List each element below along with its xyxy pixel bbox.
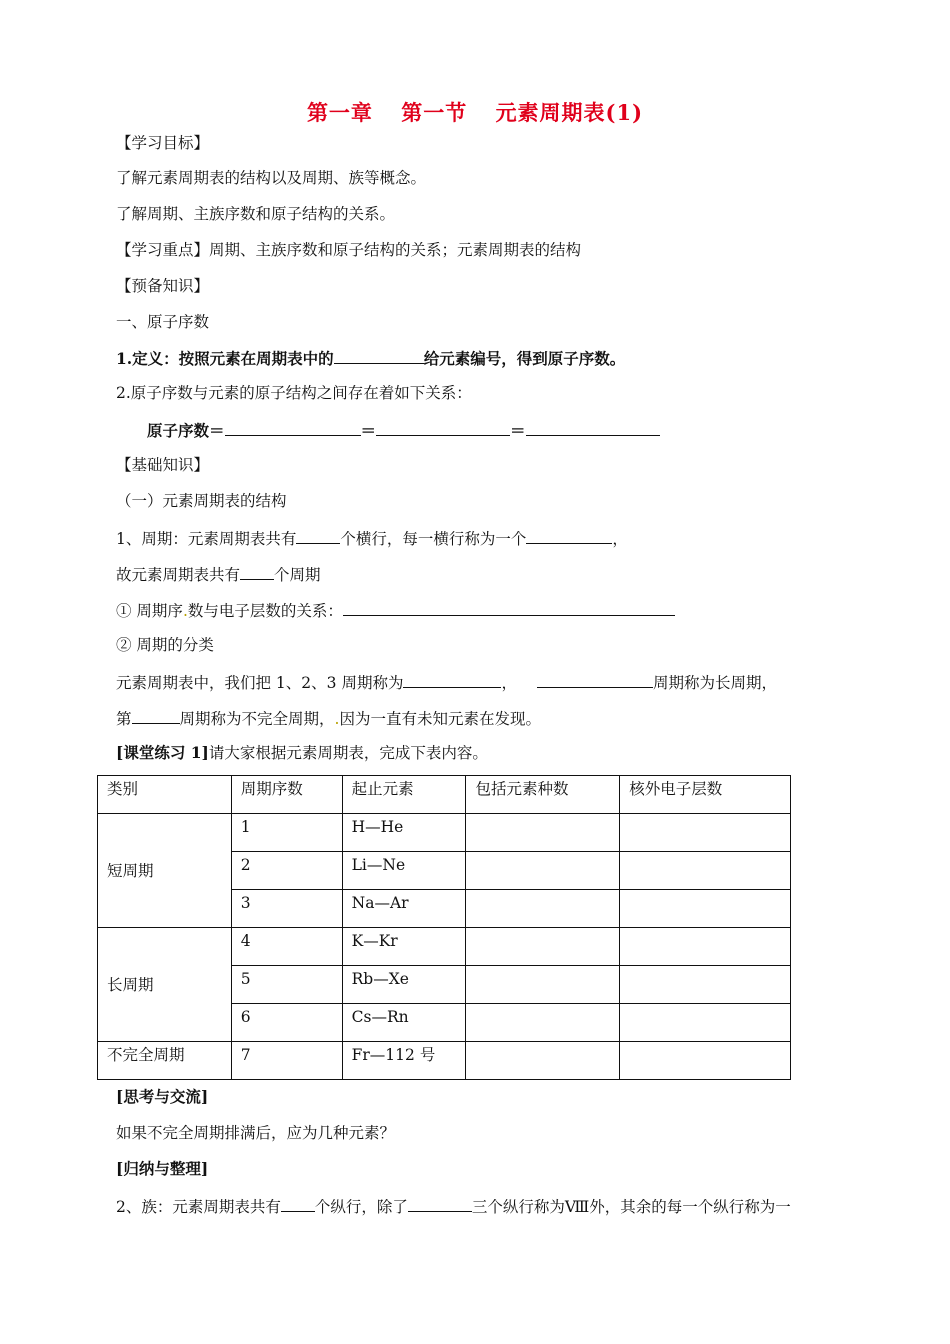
shell-count-cell[interactable] bbox=[620, 1004, 791, 1042]
definition-line bbox=[116, 347, 625, 369]
category-incomplete: 不完全周期 bbox=[98, 1042, 232, 1080]
period-classification: ② 周期的分类 bbox=[116, 636, 214, 654]
incomplete-text-a: 第 bbox=[116, 710, 132, 728]
shell-count-cell[interactable] bbox=[620, 852, 791, 890]
class-text-a: 元素周期表中，我们把 1、2、3 周期称为 bbox=[116, 674, 404, 692]
period-line-2 bbox=[116, 563, 321, 585]
element-count-cell[interactable] bbox=[466, 852, 620, 890]
mark-dot: . bbox=[182, 602, 188, 620]
shell-count-cell[interactable] bbox=[620, 966, 791, 1004]
classification-line-2 bbox=[116, 707, 541, 729]
element-count-cell[interactable] bbox=[466, 1042, 620, 1080]
element-range: Li—Ne bbox=[342, 852, 466, 890]
category-long: 长周期 bbox=[98, 928, 232, 1042]
element-count-cell[interactable] bbox=[466, 966, 620, 1004]
shell-count-cell[interactable] bbox=[620, 928, 791, 966]
element-range: Cs—Rn bbox=[342, 1004, 466, 1042]
family-line bbox=[116, 1195, 791, 1217]
exercise-line bbox=[116, 743, 488, 763]
element-range: Na—Ar bbox=[342, 890, 466, 928]
period-number: 5 bbox=[231, 966, 342, 1004]
period-total-text-b: 个周期 bbox=[274, 566, 321, 584]
element-count-cell[interactable] bbox=[466, 814, 620, 852]
key-points: 【学习重点】周期、主族序数和原子结构的关系；元素周期表的结构 bbox=[116, 241, 582, 259]
long-period-blank[interactable] bbox=[537, 671, 653, 688]
family-text-a: 2、族：元素周期表共有 bbox=[116, 1198, 281, 1216]
summary-header: [归纳与整理] bbox=[116, 1159, 209, 1178]
title-section: 第一节 bbox=[401, 100, 468, 125]
table-header-row bbox=[98, 776, 791, 814]
table-header: 类别 bbox=[98, 776, 232, 814]
equation-eq-3: ＝ bbox=[510, 421, 526, 440]
table-header: 周期序数 bbox=[231, 776, 342, 814]
element-count-cell[interactable] bbox=[466, 890, 620, 928]
class-text-c: 周期称为长周期， bbox=[652, 674, 777, 692]
definition-text-b: 给元素编号，得到原子序数。 bbox=[423, 349, 626, 368]
element-range: Fr—112 号 bbox=[342, 1042, 466, 1080]
period-number: 6 bbox=[231, 1004, 342, 1042]
shell-count-cell[interactable] bbox=[620, 890, 791, 928]
period-relation-text-b: 数与电子层数的关系： bbox=[187, 602, 343, 620]
goals-header: 【学习目标】 bbox=[116, 134, 210, 152]
incomplete-text-b: 周期称为不完全周期， bbox=[179, 710, 335, 728]
period-relation-blank[interactable] bbox=[343, 599, 675, 616]
period-line-1 bbox=[116, 527, 628, 549]
incomplete-period-blank[interactable] bbox=[132, 707, 180, 724]
family-text-c: 三个纵行称为Ⅷ外，其余的每一个纵行称为一 bbox=[471, 1198, 791, 1216]
period-relation-text-a: ① 周期序 bbox=[116, 602, 183, 620]
period-total-blank[interactable] bbox=[240, 563, 274, 580]
equation-eq-2: ＝ bbox=[360, 421, 377, 440]
element-count-cell[interactable] bbox=[466, 928, 620, 966]
think-header: [思考与交流] bbox=[116, 1087, 209, 1106]
element-count-cell[interactable] bbox=[466, 1004, 620, 1042]
goal-1: 了解元素周期表的结构以及周期、族等概念。 bbox=[116, 169, 427, 187]
table-header: 核外电子层数 bbox=[620, 776, 791, 814]
equation-lhs: 原子序数＝ bbox=[147, 421, 225, 440]
definition-text-a: 1.定义：按照元素在周期表中的 bbox=[116, 349, 334, 368]
table-row bbox=[98, 1042, 791, 1080]
title-topic: 元素周期表(1) bbox=[495, 100, 644, 125]
element-range: Rb—Xe bbox=[342, 966, 466, 1004]
period-number: 2 bbox=[231, 852, 342, 890]
period-number: 1 bbox=[231, 814, 342, 852]
section-atomic-number: 一、原子序数 bbox=[116, 313, 210, 331]
equation-blank-1[interactable] bbox=[225, 419, 361, 436]
element-range: H—He bbox=[342, 814, 466, 852]
prep-header: 【预备知识】 bbox=[116, 277, 210, 295]
mark-dot-2: . bbox=[334, 710, 340, 728]
period-text-b: 个横行，每一横行称为一个 bbox=[340, 530, 527, 548]
goal-2: 了解周期、主族序数和原子结构的关系。 bbox=[116, 205, 396, 223]
think-question: 如果不完全周期排满后，应为几种元素？ bbox=[116, 1124, 396, 1142]
table-header: 包括元素种数 bbox=[466, 776, 620, 814]
period-number: 4 bbox=[231, 928, 342, 966]
period-total-text-a: 故元素周期表共有 bbox=[116, 566, 241, 584]
exercise-text: 请大家根据元素周期表，完成下表内容。 bbox=[208, 744, 488, 762]
structure-title: （一）元素周期表的结构 bbox=[116, 492, 287, 510]
period-text-a: 1、周期：元素周期表共有 bbox=[116, 530, 297, 548]
equation-blank-3[interactable] bbox=[526, 419, 660, 436]
shell-count-cell[interactable] bbox=[620, 1042, 791, 1080]
class-text-b: ， bbox=[501, 674, 517, 692]
table-row bbox=[98, 814, 791, 852]
classification-line-1 bbox=[116, 671, 777, 693]
title-chapter: 第一章 bbox=[306, 100, 373, 125]
relation-line: 2.原子序数与元素的原子结构之间存在着如下关系： bbox=[116, 384, 472, 402]
shell-count-cell[interactable] bbox=[620, 814, 791, 852]
table-row bbox=[98, 928, 791, 966]
definition-blank[interactable] bbox=[334, 347, 424, 364]
period-count-blank[interactable] bbox=[296, 527, 340, 544]
period-table bbox=[97, 775, 791, 1080]
period-number: 3 bbox=[231, 890, 342, 928]
basic-header: 【基础知识】 bbox=[116, 456, 210, 474]
category-short: 短周期 bbox=[98, 814, 232, 928]
group-viii-blank[interactable] bbox=[408, 1195, 472, 1212]
table-header: 起止元素 bbox=[342, 776, 466, 814]
equation-blank-2[interactable] bbox=[376, 419, 510, 436]
incomplete-text-c: 因为一直有未知元素在发现。 bbox=[339, 710, 541, 728]
equation-line bbox=[147, 419, 660, 441]
period-text-c: ， bbox=[612, 530, 628, 548]
period-name-blank[interactable] bbox=[526, 527, 612, 544]
family-text-b: 个纵行，除了 bbox=[314, 1198, 408, 1216]
element-range: K—Kr bbox=[342, 928, 466, 966]
page-title bbox=[0, 97, 950, 127]
period-number: 7 bbox=[231, 1042, 342, 1080]
column-count-blank[interactable] bbox=[281, 1195, 315, 1212]
period-relation-line bbox=[116, 599, 675, 621]
exercise-tag: [课堂练习 1] bbox=[116, 743, 209, 762]
short-period-blank[interactable] bbox=[403, 671, 501, 688]
